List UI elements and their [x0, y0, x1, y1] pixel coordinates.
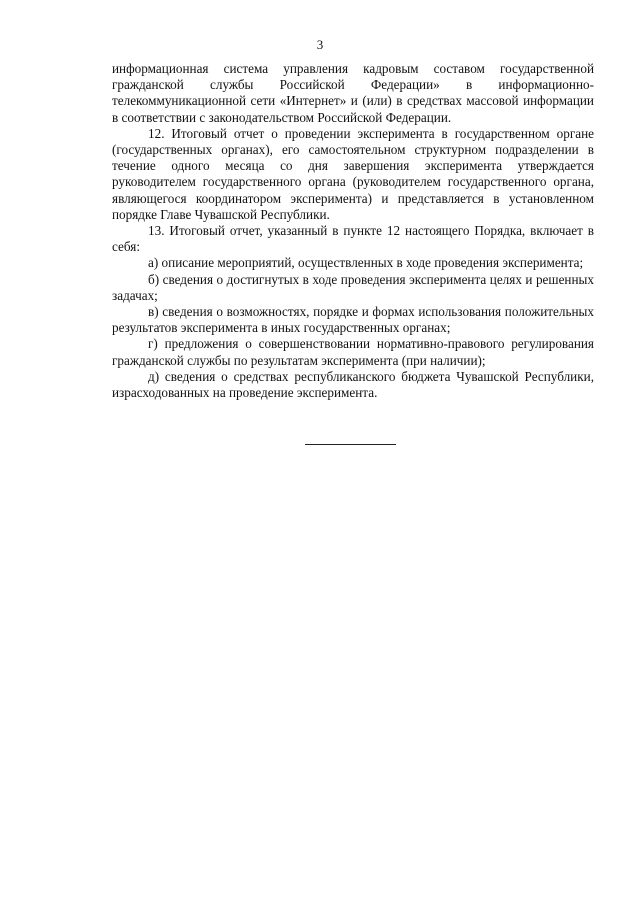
list-item-b: б) сведения о достигнутых в ходе проведения эксперимента целях и решенных задачах; [112, 271, 594, 303]
paragraph-continuation: информационная система управления кадровым составом государственной гражданской службы Российской Федерации» в информационно-телекоммуникационной сети «Интернет» и (или) в средствах массовой информации в соответствии с законодательством Российской Федерации. [112, 61, 594, 125]
paragraph-item-13: 13. Итоговый отчет, указанный в пункте 12 настоящего Порядка, включает в себя: [112, 223, 594, 255]
end-of-text-rule [305, 444, 396, 445]
list-item-g: г) предложения о совершенствовании нормативно-правового регулирования гражданской службы по результатам эксперимента (при наличии); [112, 336, 594, 368]
page-number: 3 [316, 37, 324, 52]
paragraph-item-12: 12. Итоговый отчет о проведении эксперимента в государственном органе (государственных органах), его самостоятельном структурном подразделении в течение одного месяца со дня завершения эксперимента утверждается руководителем государственного органа (руководителем государственного органа, являющегося координатором эксперимента) и представляется в установленном порядке Главе Чувашской Республики. [112, 125, 594, 222]
list-item-a: а) описание мероприятий, осуществленных в ходе проведения эксперимента; [148, 255, 584, 271]
list-item-d: д) сведения о средствах республиканского бюджета Чувашской Республики, израсходованных на проведение эксперимента. [112, 368, 594, 401]
list-item-v: в) сведения о возможностях, порядке и формах использования положительных результатов эксперимента в иных государственных органах; [112, 304, 594, 336]
document-body [112, 61, 594, 401]
